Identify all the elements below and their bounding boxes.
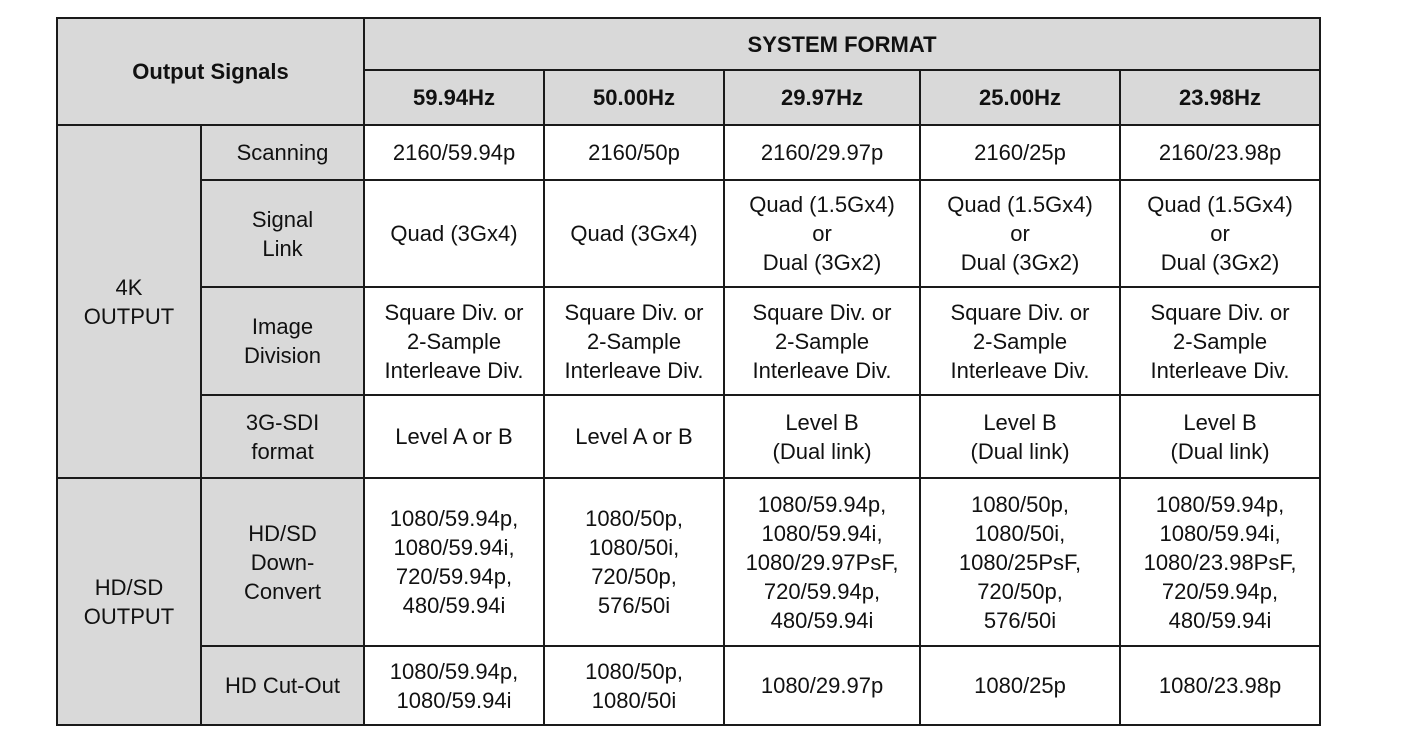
output-signals-table: [56, 17, 1321, 726]
table-cell: 1080/59.94p, 1080/59.94i: [364, 646, 544, 725]
table-cell: 2160/23.98p: [1120, 125, 1320, 180]
table-cell: 1080/50p, 1080/50i, 720/50p, 576/50i: [544, 478, 724, 646]
row-label: HD/SD Down- Convert: [201, 478, 364, 646]
table-cell: 1080/50p, 1080/50i, 1080/25PsF, 720/50p, 576/50i: [920, 478, 1120, 646]
table-cell: 1080/59.94p, 1080/59.94i, 1080/23.98PsF, 720/59.94p, 480/59.94i: [1120, 478, 1320, 646]
table-cell: Level B (Dual link): [1120, 395, 1320, 478]
table-cell: Quad (1.5Gx4) or Dual (3Gx2): [920, 180, 1120, 287]
row-label: Signal Link: [201, 180, 364, 287]
table-cell: Square Div. or 2-Sample Interleave Div.: [1120, 287, 1320, 395]
group-label-4k-output: 4K OUTPUT: [57, 125, 201, 478]
table-cell: Square Div. or 2-Sample Interleave Div.: [724, 287, 920, 395]
table-cell: Square Div. or 2-Sample Interleave Div.: [364, 287, 544, 395]
table-cell: 1080/25p: [920, 646, 1120, 725]
rate-header: 59.94Hz: [364, 70, 544, 125]
table-cell: Quad (1.5Gx4) or Dual (3Gx2): [724, 180, 920, 287]
table-row: [57, 646, 1320, 725]
row-label: HD Cut-Out: [201, 646, 364, 725]
table-cell: 1080/59.94p, 1080/59.94i, 720/59.94p, 480/59.94i: [364, 478, 544, 646]
table-cell: 2160/29.97p: [724, 125, 920, 180]
table-row: [57, 287, 1320, 395]
row-label: 3G-SDI format: [201, 395, 364, 478]
table-cell: 1080/29.97p: [724, 646, 920, 725]
table-row: [57, 478, 1320, 646]
system-format-header: SYSTEM FORMAT: [364, 18, 1320, 70]
table-cell: Level B (Dual link): [724, 395, 920, 478]
table-row: [57, 125, 1320, 180]
table-cell: 2160/59.94p: [364, 125, 544, 180]
table-row: [57, 180, 1320, 287]
table-cell: 2160/50p: [544, 125, 724, 180]
header-row-1: [57, 18, 1320, 70]
table-cell: Square Div. or 2-Sample Interleave Div.: [544, 287, 724, 395]
row-label: Image Division: [201, 287, 364, 395]
rate-header: 23.98Hz: [1120, 70, 1320, 125]
table-cell: Level B (Dual link): [920, 395, 1120, 478]
rate-header: 25.00Hz: [920, 70, 1120, 125]
rate-header: 29.97Hz: [724, 70, 920, 125]
rate-header: 50.00Hz: [544, 70, 724, 125]
table-cell: Quad (1.5Gx4) or Dual (3Gx2): [1120, 180, 1320, 287]
table-cell: Level A or B: [364, 395, 544, 478]
table-cell: Square Div. or 2-Sample Interleave Div.: [920, 287, 1120, 395]
row-label: Scanning: [201, 125, 364, 180]
table-row: [57, 395, 1320, 478]
table-cell: Level A or B: [544, 395, 724, 478]
table-cell: 1080/59.94p, 1080/59.94i, 1080/29.97PsF, 720/59.94p, 480/59.94i: [724, 478, 920, 646]
table-cell: Quad (3Gx4): [364, 180, 544, 287]
table-cell: 2160/25p: [920, 125, 1120, 180]
table-cell: 1080/50p, 1080/50i: [544, 646, 724, 725]
group-label-hdsd-output: HD/SD OUTPUT: [57, 478, 201, 725]
table-cell: Quad (3Gx4): [544, 180, 724, 287]
output-signals-header: Output Signals: [57, 18, 364, 125]
table-cell: 1080/23.98p: [1120, 646, 1320, 725]
